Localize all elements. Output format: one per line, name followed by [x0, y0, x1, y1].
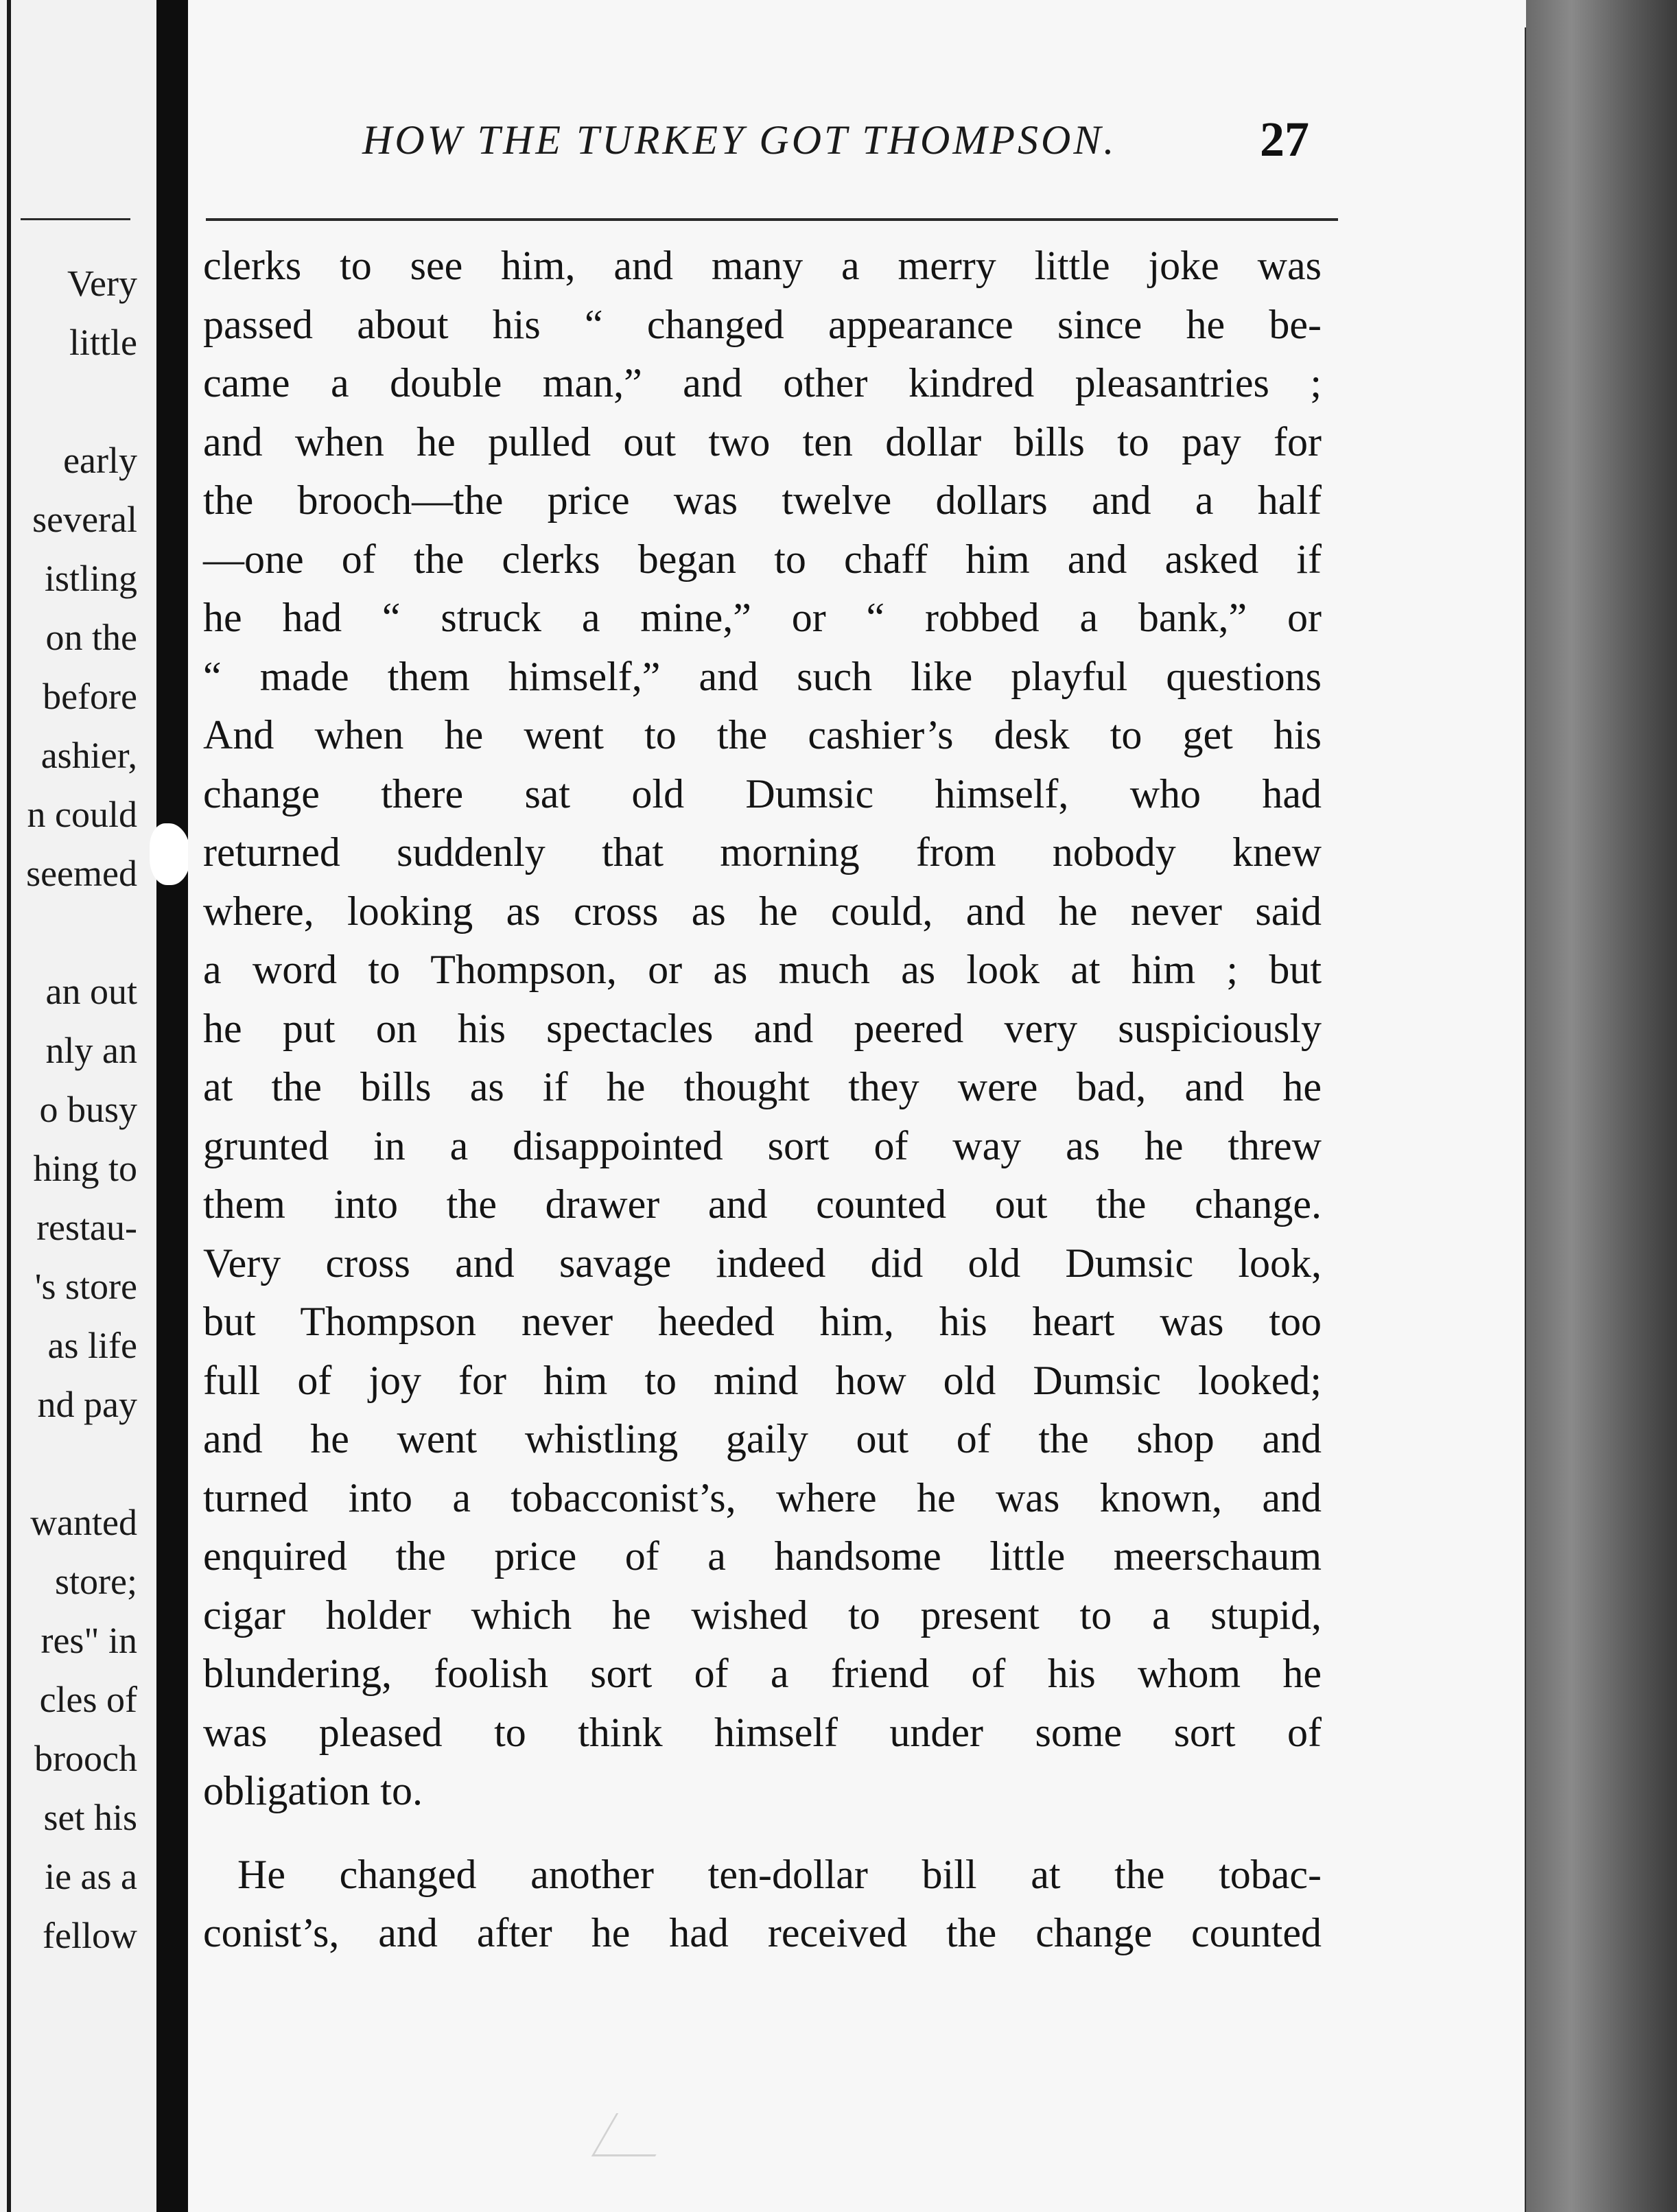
- text-line: came a double man,” and other kindred pleasantries ;: [203, 360, 1322, 405]
- text-line: conist’s, and after he had received the change counted: [203, 1910, 1322, 1955]
- text-line: “ made them himself,” and such like playful questions: [203, 653, 1322, 699]
- left-line: Very: [67, 263, 137, 304]
- text-line: turned into a tobacconist’s, where he was known, and: [203, 1474, 1322, 1520]
- left-line: ashier,: [40, 735, 137, 776]
- left-line: nd pay: [37, 1384, 137, 1425]
- text-line: And when he went to the cashier’s desk to get his: [203, 712, 1322, 757]
- text-line: blundering, foolish sort of a friend of his whom he: [203, 1651, 1322, 1696]
- left-line: restau-: [36, 1207, 137, 1248]
- text-line: clerks to see him, and many a merry little joke was: [203, 243, 1322, 288]
- left-line: as life: [47, 1325, 137, 1366]
- page-number: 27: [1260, 112, 1309, 167]
- left-line: cles of: [39, 1679, 137, 1720]
- left-line: ie as a: [45, 1856, 137, 1897]
- left-page-fragment: [0, 0, 156, 2212]
- text-line: full of joy for him to mind how old Dumsic looked;: [203, 1357, 1322, 1403]
- left-line: an out: [45, 971, 137, 1012]
- left-line: hing to: [33, 1148, 137, 1189]
- left-line: 's store: [34, 1266, 137, 1307]
- text-line: the brooch—the price was twelve dollars and a half: [203, 478, 1322, 523]
- left-line: seemed: [26, 853, 137, 894]
- left-line: on the: [45, 617, 137, 658]
- page-header: [184, 112, 1330, 178]
- text-line: and when he pulled out two ten dollar bills to pay for: [203, 419, 1322, 464]
- paper-damage-spot: [150, 823, 191, 885]
- text-line: but Thompson never heeded him, his heart was too: [203, 1299, 1322, 1344]
- running-head: HOW THE TURKEY GOT THOMPSON.: [362, 117, 1117, 163]
- text-line: returned suddenly that morning from nobody knew: [203, 830, 1322, 875]
- text-line: he put on his spectacles and peered very suspiciously: [203, 1005, 1322, 1051]
- left-header-rule: [21, 218, 130, 220]
- book-gutter: [156, 0, 188, 2212]
- left-line: [0, 372, 137, 431]
- header-rule: [206, 218, 1338, 221]
- text-line: grunted in a disappointed sort of way as he threw: [203, 1122, 1322, 1168]
- left-line: several: [32, 499, 137, 540]
- text-line: and he went whistling gaily out of the shop and: [203, 1416, 1322, 1461]
- left-line: istling: [44, 558, 137, 599]
- text-line: where, looking as cross as he could, and he never said: [203, 888, 1322, 934]
- text-line: at the bills as if he thought they were bad, and he: [203, 1064, 1322, 1109]
- text-line: was pleased to think himself under some sort of: [203, 1709, 1322, 1755]
- left-line: o busy: [39, 1089, 137, 1130]
- text-line: cigar holder which he wished to present to a stupid,: [203, 1592, 1322, 1638]
- left-line: nly an: [45, 1030, 137, 1071]
- text-line: enquired the price of a handsome little meerschaum: [203, 1533, 1322, 1579]
- body-text: [203, 237, 1322, 1963]
- left-line: n could: [27, 794, 137, 835]
- text-line: he had “ struck a mine,” or “ robbed a bank,” or: [203, 595, 1322, 640]
- text-line: obligation to.: [203, 1768, 423, 1813]
- text-line: a word to Thompson, or as much as look at him ; but: [203, 947, 1322, 992]
- text-line: He changed another ten-dollar bill at the tobac-: [237, 1851, 1322, 1897]
- text-line: passed about his “ changed appearance since he be-: [203, 301, 1322, 347]
- text-line: —one of the clerks began to chaff him and asked if: [203, 536, 1322, 582]
- text-line: Very cross and savage indeed did old Dumsic look,: [203, 1240, 1322, 1286]
- left-line: [0, 903, 137, 962]
- left-line: brooch: [34, 1738, 137, 1779]
- left-line: store;: [55, 1561, 137, 1602]
- left-line: before: [43, 676, 137, 717]
- left-line: fellow: [43, 1915, 137, 1956]
- left-page-text: [0, 254, 137, 1965]
- left-line: early: [63, 440, 137, 481]
- left-line: [0, 1434, 137, 1493]
- text-line: them into the drawer and counted out the change.: [203, 1181, 1322, 1227]
- left-line: res" in: [40, 1620, 137, 1661]
- left-line: little: [69, 322, 137, 363]
- left-line: set his: [43, 1797, 137, 1838]
- left-line: wanted: [30, 1502, 137, 1543]
- text-line: change there sat old Dumsic himself, who had: [203, 770, 1322, 816]
- paragraph-gap: [203, 1821, 1322, 1846]
- binding-shadow: [1526, 0, 1677, 2212]
